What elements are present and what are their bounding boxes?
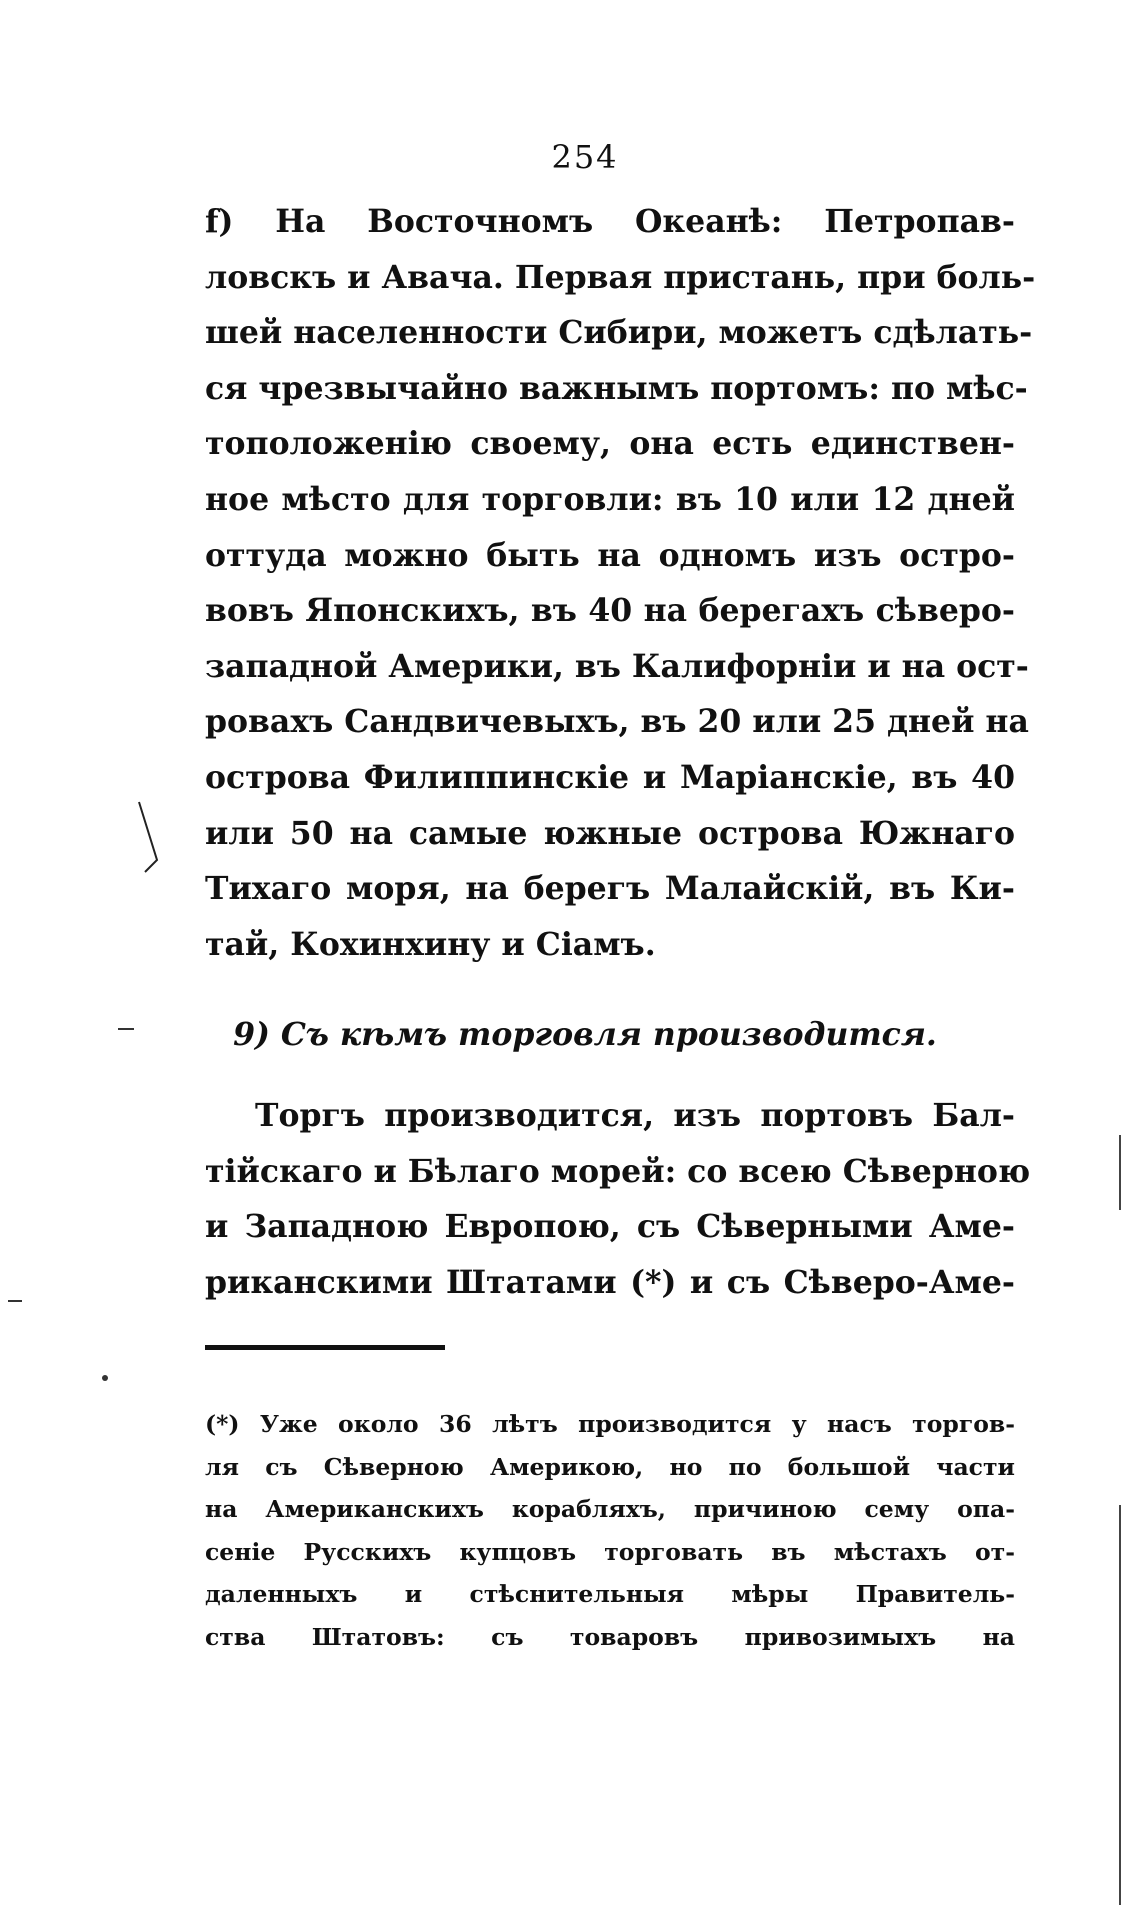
section-9-heading: 9) Съ кѣмъ торговля производится. [233,1016,937,1053]
text-line: и Западною Европою, съ Сѣверными Аме- [205,1208,1015,1246]
section-f-paragraph [205,194,1036,972]
text-line: вовъ Японскихъ, въ 40 на берегахъ сѣверо- [205,592,1015,630]
text-line: или 50 на самые южные острова Южнаго [205,814,1015,852]
section-9-paragraph [205,1144,1031,1311]
text-line: ное мѣсто для торговли: въ 10 или 12 дней [205,480,1015,518]
footnote-line: ля съ Сѣверною Америкою, но по большой части [205,1452,1015,1481]
margin-pencil-mark [135,800,175,880]
footnote-line: ства Штатовъ: съ товаровъ привозимыхъ на [205,1622,1015,1651]
margin-dot-mark [102,1375,108,1381]
margin-dash-mark [8,1300,22,1302]
page-edge-line [1119,1135,1121,1210]
text-line: тай, Кохинхину и Сіамъ. [205,925,656,963]
footnote-separator [205,1345,445,1350]
text-line: Торгъ производится, изъ портовъ Бал- [255,1097,1015,1134]
page-edge-line [1119,1505,1121,1905]
footnote-line: даленныхъ и стѣснительныя мѣры Правитель- [205,1580,1015,1609]
text-line: тійскаго и Бѣлаго морей: со всею Сѣверною [205,1152,1031,1190]
text-line: острова Филиппинскіе и Маріанскіе, въ 40 [205,758,1015,796]
footnote [205,1403,1015,1659]
margin-dash-mark [118,1028,134,1030]
text-line: тоположенію своему, она есть единствен- [205,425,1015,463]
footnote-line: сеніе Русскихъ купцовъ торговать въ мѣстахъ от- [205,1537,1015,1566]
text-line: западной Америки, въ Калифорніи и на ост- [205,647,1029,685]
footnote-line: на Американскихъ корабляхъ, причиною сему опа- [205,1495,1015,1524]
text-line: риканскими Штатами (*) и съ Сѣверо-Аме- [205,1263,1015,1301]
footnote-line: (*) Уже около 36 лѣтъ производится у насъ торгов- [205,1410,1015,1438]
text-line: ся чрезвычайно важнымъ портомъ: по мѣс- [205,369,1028,407]
text-line: шей населенности Сибири, можетъ сдѣлать- [205,314,1033,352]
text-line: ловскъ и Авача. Первая пристань, при боль- [205,258,1036,296]
text-line: f) На Восточномъ Океанѣ: Петропав- [205,203,1015,240]
text-line: Тихаго моря, на берегъ Малайскій, въ Ки- [205,870,1015,908]
section-9-first-line-wrap [255,1088,1015,1144]
page-number: 254 [551,138,619,176]
text-line: ровахъ Сандвичевыхъ, въ 20 или 25 дней на [205,703,1029,741]
text-line: оттуда можно быть на одномъ изъ остро- [205,536,1015,574]
